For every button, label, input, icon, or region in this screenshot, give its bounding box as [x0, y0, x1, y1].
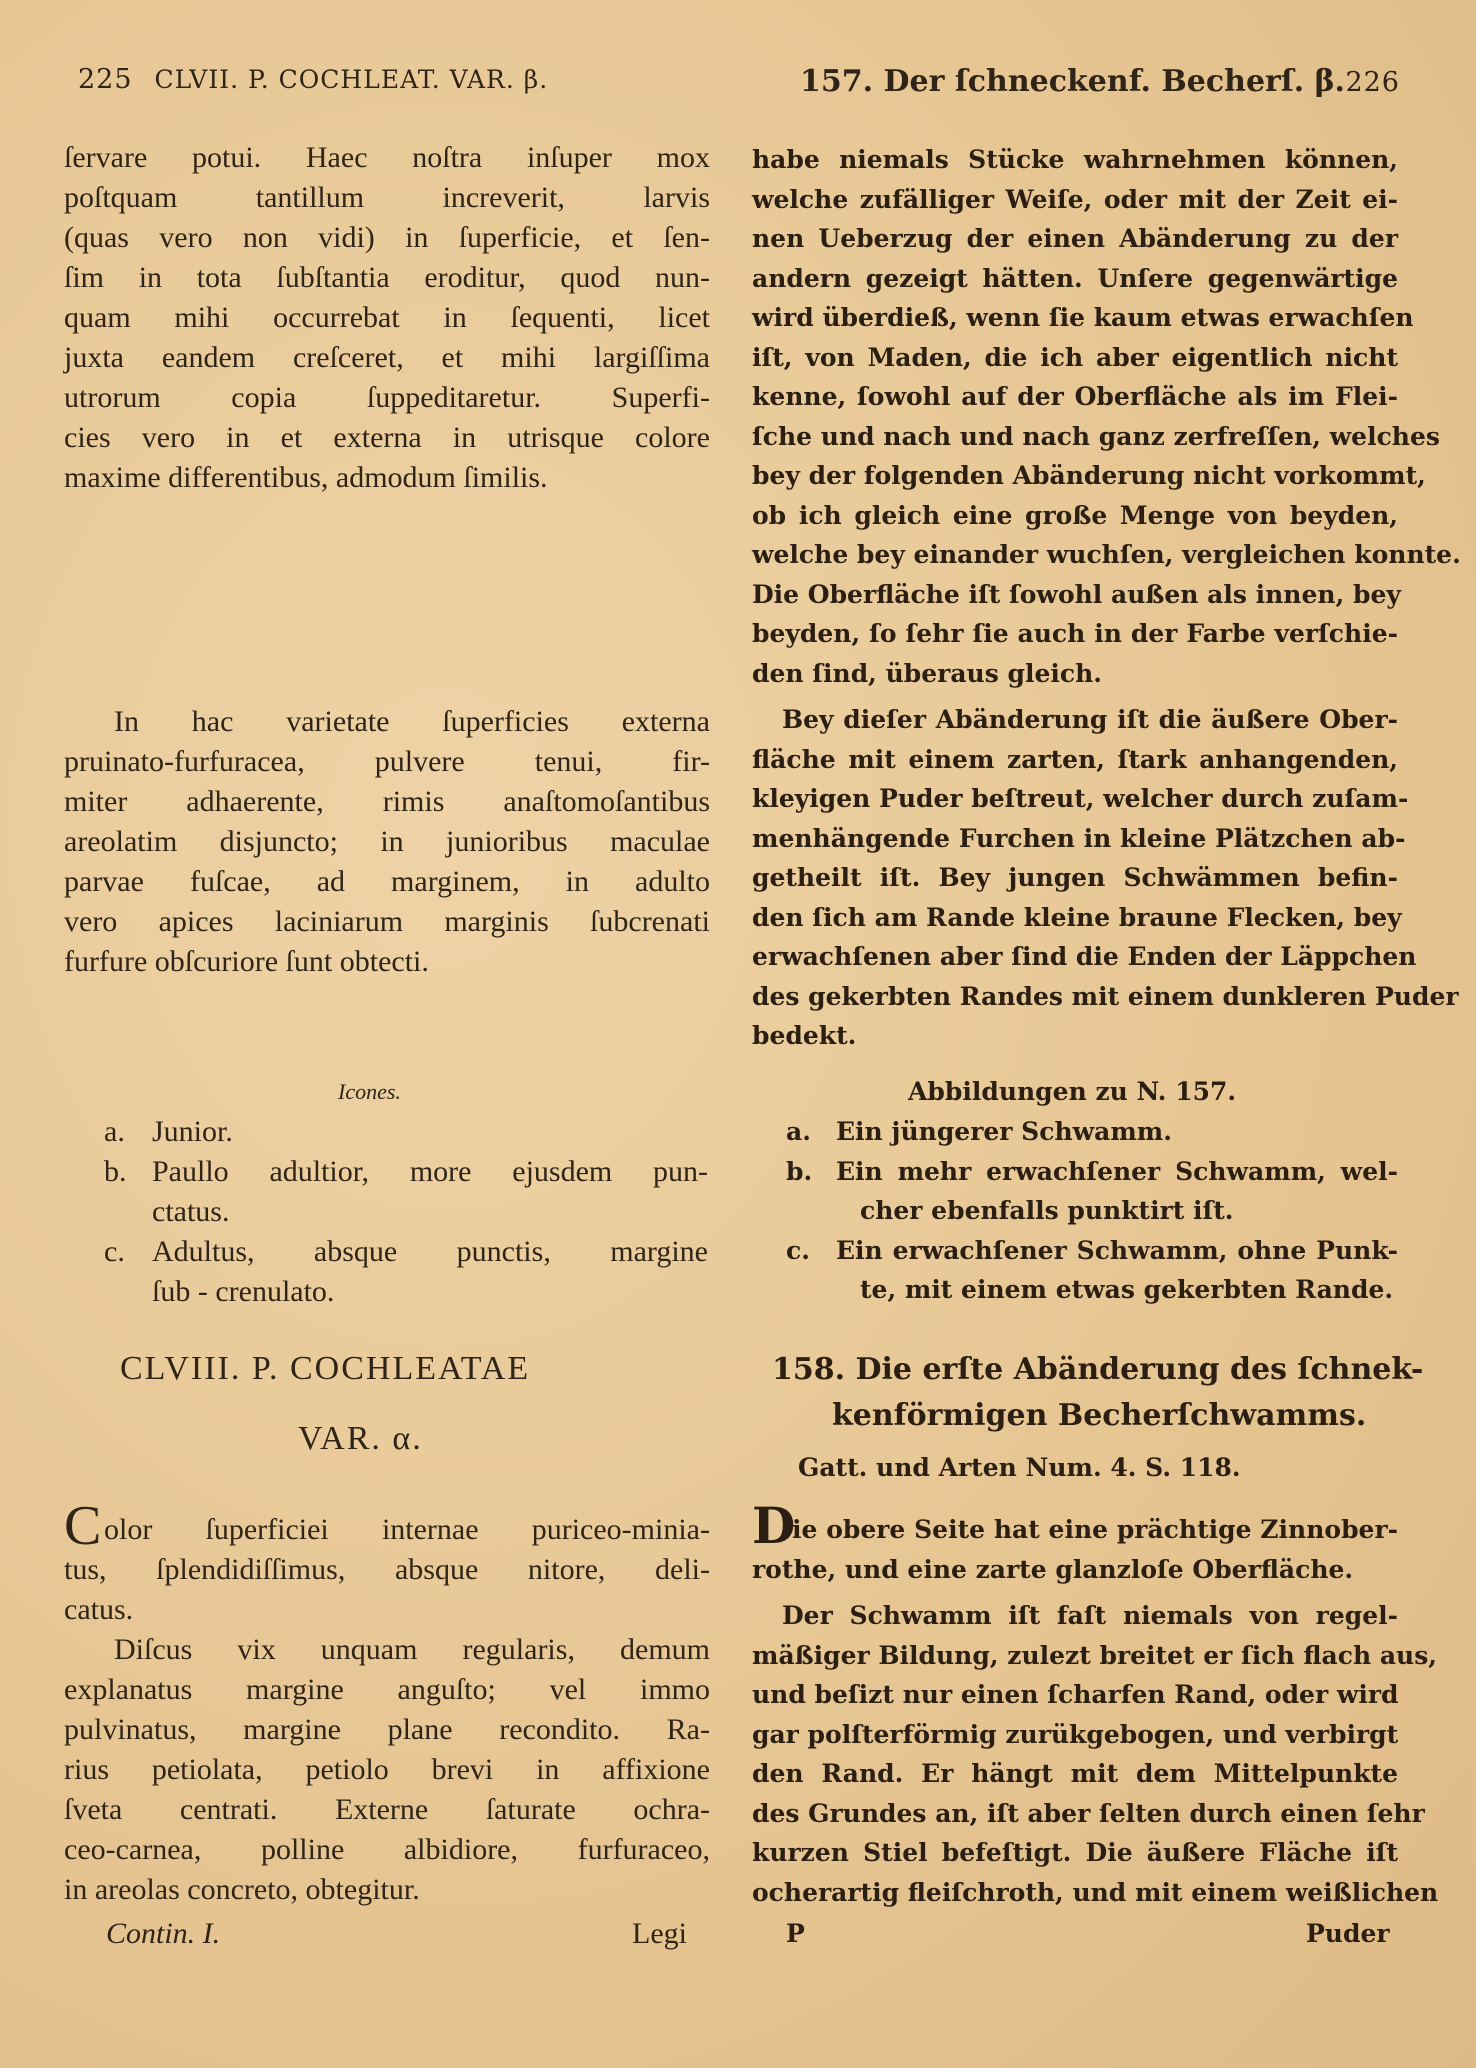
body-text-line: fläche mit einem zarten, ſtark anhangenden, — [752, 744, 1398, 774]
body-text-line: cies vero in et externa in utrisque colore — [64, 421, 710, 454]
body-text-line: olor ſuperficiei internae puriceo-minia- — [104, 1513, 710, 1546]
list-letter: a. — [786, 1117, 811, 1146]
section-subtitle: kenförmigen Becherſchwamms. — [832, 1398, 1367, 1433]
reference-line: Gatt. und Arten Num. 4. S. 118. — [798, 1453, 1241, 1482]
body-text-line: den ſich am Rande kleine braune Flecken, bey — [752, 902, 1402, 932]
abbildungen-heading: Abbildungen zu N. 157. — [908, 1077, 1237, 1106]
body-text-line: welche bey einander wuchſen, vergleichen konnte. — [752, 540, 1461, 569]
section-subtitle: VAR. α. — [298, 1420, 423, 1457]
body-text-line: explanatus margine anguſto; vel immo — [64, 1673, 710, 1706]
body-text-line: menhängende Furchen in kleine Plätzchen ab- — [752, 823, 1406, 853]
drop-cap: D — [752, 1496, 796, 1555]
body-text-line: ſveta centrati. Externe ſaturate ochra- — [64, 1793, 710, 1826]
body-text-line: in areolas concreto, obtegitur. — [64, 1873, 420, 1906]
body-text-line: Diſcus vix unquam regularis, demum — [114, 1633, 710, 1666]
list-item-text: ſub - crenulato. — [152, 1275, 335, 1308]
body-text-line: ſervare potui. Haec noſtra inſuper mox — [64, 141, 710, 174]
list-letter: b. — [104, 1155, 127, 1188]
body-text-line: ie obere Seite hat eine prächtige Zinnober- — [792, 1515, 1398, 1544]
list-item-text: ctatus. — [152, 1195, 230, 1228]
left-running-title: CLVII. P. COCHLEAT. VAR. β. — [154, 65, 549, 94]
body-text-line: quam mihi occurrebat in ſequenti, licet — [64, 301, 710, 334]
body-text-line: catus. — [64, 1593, 134, 1626]
body-text-line: maxime differentibus, admodum ſimilis. — [64, 461, 548, 494]
left-running-header — [78, 64, 708, 108]
body-text-line: ob ich gleich eine große Menge von beyden, — [752, 500, 1398, 530]
body-text-line: In hac varietate ſuperficies externa — [114, 705, 710, 738]
right-page-number: 226 — [1345, 67, 1400, 98]
body-text-line: Die Oberfläche iſt ſowohl außen als innen, bey — [752, 579, 1401, 609]
body-text-line: areolatim disjuncto; in junioribus maculae — [64, 825, 710, 858]
body-text-line: parvae fuſcae, ad marginem, in adulto — [64, 865, 710, 898]
body-text-line: kurzen Stiel befeſtigt. Die äußere Fläche iſt — [752, 1838, 1398, 1867]
body-text-line: kleyigen Puder beſtreut, welcher durch zuſam- — [752, 784, 1409, 813]
list-item-text: Ein mehr erwachſener Schwamm, wel- — [836, 1156, 1398, 1186]
body-text-line: mäßiger Bildung, zulezt breitet er ſich flach aus, — [752, 1640, 1437, 1670]
body-text-line: tus, ſplendidiſſimus, absque nitore, deli- — [64, 1553, 710, 1586]
list-item-text: Adultus, absque punctis, margine — [152, 1235, 708, 1268]
catchword-signature: Contin. I. — [106, 1917, 221, 1950]
body-text-line: iſt, von Maden, die ich aber eigentlich nicht — [752, 342, 1398, 372]
body-text-line: utrorum copia ſuppeditaretur. Superfi- — [64, 381, 710, 414]
body-text-line: ſche und nach und nach ganz zerfreſſen, welches — [752, 421, 1440, 451]
list-item-text: Ein jüngerer Schwamm. — [836, 1117, 1172, 1146]
list-letter: b. — [786, 1156, 813, 1186]
body-text-line: ſim in tota ſubſtantia eroditur, quod nun- — [64, 261, 710, 294]
body-text-line: habe niemals Stücke wahrnehmen können, — [752, 145, 1398, 174]
body-text-line: rius petiolata, petiolo brevi in affixione — [64, 1753, 710, 1786]
body-text-line: pruinato-furfuracea, pulvere tenui, fir- — [64, 745, 710, 778]
body-text-line: welche zufälliger Weiſe, oder mit der Zeit ei- — [752, 184, 1398, 214]
body-text-line: den ſind, überaus gleich. — [752, 658, 1102, 688]
body-text-line: ceo-carnea, polline albidiore, furfuraceo, — [64, 1833, 710, 1866]
list-item-text: cher ebenfalls punktirt iſt. — [860, 1196, 1234, 1225]
body-text-line: Bey dieſer Abänderung iſt die äußere Ober- — [782, 705, 1398, 734]
body-text-line: juxta eandem creſceret, et mihi largiſſima — [64, 341, 710, 374]
signature-mark: P — [786, 1919, 805, 1948]
left-page-number: 225 — [78, 64, 133, 95]
body-text-line: andern gezeigt hätten. Unſere gegenwärtige — [752, 263, 1398, 293]
body-text-line: bedekt. — [752, 1021, 857, 1050]
body-text-line: beyden, ſo ſehr ſie auch in der Farbe verſchie- — [752, 619, 1398, 648]
body-text-line: bey der folgenden Abänderung nicht vorkommt, — [752, 461, 1426, 490]
body-text-line: rothe, und eine zarte glanzloſe Oberfläche. — [752, 1555, 1354, 1584]
list-item-text: Ein erwachſener Schwamm, ohne Punk- — [836, 1235, 1398, 1265]
body-text-line: des gekerbten Randes mit einem dunkleren Puder — [752, 981, 1459, 1011]
list-item-text: Junior. — [152, 1115, 233, 1148]
body-text-line: ocherartig fleiſchroth, und mit einem weißlichen — [752, 1877, 1439, 1907]
catchword: Legi — [632, 1917, 687, 1950]
body-text-line: den Rand. Er hängt mit dem Mittelpunkte — [752, 1759, 1398, 1788]
body-text-line: wird überdieß, wenn ſie kaum etwas erwachſen — [752, 303, 1414, 332]
body-text-line: kenne, ſowohl auf der Oberfläche als im Flei- — [752, 382, 1398, 411]
body-text-line: miter adhaerente, rimis anaſtomoſantibus — [64, 785, 710, 818]
body-text-line: erwachſenen aber ſind die Enden der Läppchen — [752, 942, 1417, 971]
section-title: 158. Die erſte Abänderung des ſchnek- — [772, 1352, 1424, 1387]
list-letter: c. — [786, 1235, 810, 1265]
body-text-line: gar polſterförmig zurükgebogen, und verbirgt — [752, 1719, 1399, 1749]
icones-heading: Icones. — [338, 1079, 401, 1104]
list-letter: a. — [104, 1115, 125, 1148]
body-text-line: pulvinatus, margine plane recondito. Ra- — [64, 1713, 710, 1746]
body-text-line: poſtquam tantillum increverit, larvis — [64, 181, 710, 214]
body-text-line: Der Schwamm iſt faſt niemals von regel- — [782, 1601, 1398, 1630]
body-text-line: nen Ueberzug der einen Abänderung zu der — [752, 224, 1398, 253]
section-title: CLVIII. P. COCHLEATAE — [120, 1350, 531, 1387]
body-text-line: (quas vero non vidi) in ſuperficie, et ſen- — [64, 221, 710, 254]
body-text-line: vero apices laciniarum marginis ſubcrenati — [64, 905, 710, 938]
body-text-line: getheilt iſt. Bey jungen Schwämmen befin- — [752, 863, 1398, 892]
body-text-line: und beſizt nur einen ſcharfen Rand, oder wird — [752, 1680, 1399, 1709]
body-text-line: des Grundes an, iſt aber ſelten durch einen ſehr — [752, 1798, 1425, 1828]
drop-cap: C — [64, 1495, 102, 1557]
right-running-header — [800, 64, 1400, 108]
right-running-title: 157. Der ſchneckenf. Becherſ. β. — [800, 64, 1345, 99]
list-letter: c. — [104, 1235, 125, 1268]
catchword: Puder — [1306, 1919, 1390, 1948]
body-text-line: furfure obſcuriore ſunt obtecti. — [64, 945, 429, 978]
list-item-text: Paullo adultior, more ejusdem pun- — [152, 1155, 708, 1188]
list-item-text: te, mit einem etwas gekerbten Rande. — [860, 1275, 1394, 1304]
